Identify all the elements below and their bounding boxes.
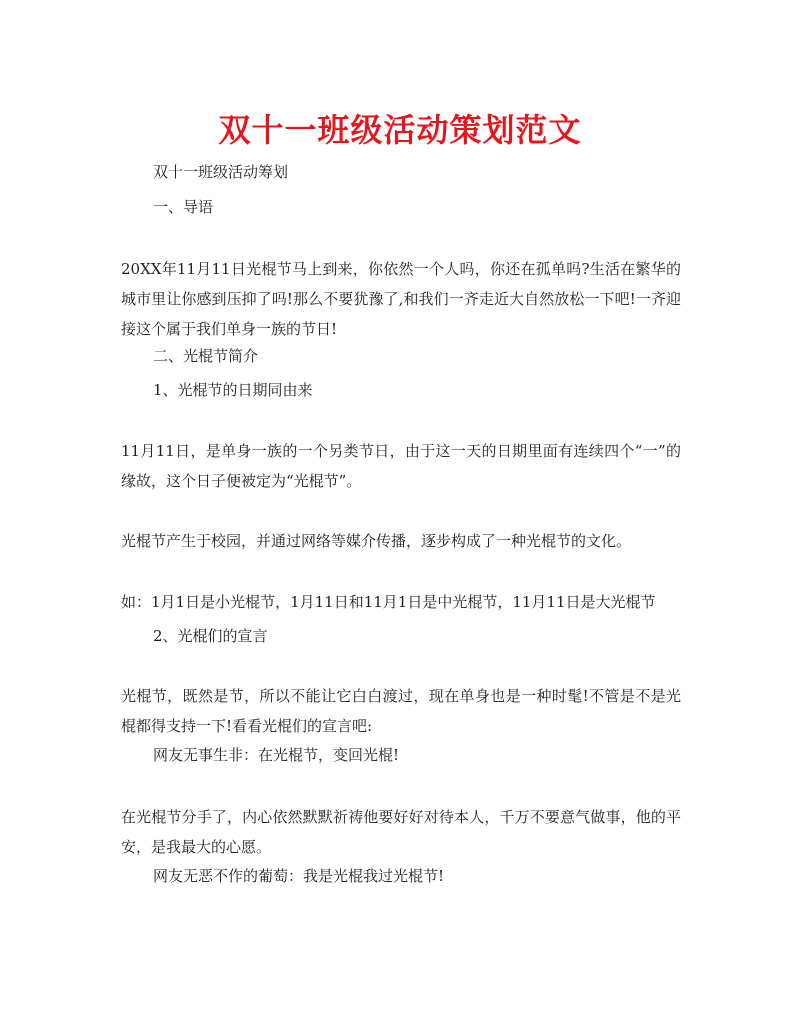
section-heading-overview: 二、光棍节简介 xyxy=(153,347,259,365)
document-title: 双十一班级活动策划范文 xyxy=(218,111,582,149)
intro-paragraph: 20XX年11月11日光棍节马上到来，你依然一个人吗，你还在孤单吗?生活在繁华的城市里让你感到压抑了吗!那么不要犹豫了,和我们一齐走近大自然放松一下吧!一齐迎接这个属于我们单身一族的节日! xyxy=(121,260,681,338)
subsection-heading-date-origin: 1、光棍节的日期同由来 xyxy=(153,381,313,399)
quote-line: 网友无恶不作的葡萄：我是光棍我过光棍节! xyxy=(153,867,445,885)
breakup-paragraph: 在光棍节分手了，内心依然默默祈祷他要好好对待本人，千万不要意气做事，他的平安，是我最大的心愿。 xyxy=(121,808,681,856)
date-paragraph: 11月11日，是单身一族的一个另类节日，由于这一天的日期里面有连续四个“一”的缘故，这个日子便被定为“光棍节”。 xyxy=(121,442,681,490)
subsection-heading-declaration: 2、光棍们的宣言 xyxy=(153,627,268,645)
example-line: 如：1月1日是小光棍节，1月11日和11月1日是中光棍节，11月11日是大光棍节 xyxy=(121,593,656,611)
origin-paragraph: 光棍节产生于校园，并通过网络等媒介传播，逐步构成了一种光棍节的文化。 xyxy=(121,532,632,550)
document-subtitle: 双十一班级活动筹划 xyxy=(153,163,289,181)
section-heading-intro: 一、导语 xyxy=(153,198,214,216)
quote-line: 网友无事生非：在光棍节，变回光棍! xyxy=(153,746,400,764)
declaration-paragraph: 光棍节，既然是节，所以不能让它白白渡过，现在单身也是一种时髦!不管是不是光棍都得支持一下!看看光棍们的宣言吧: xyxy=(121,687,681,735)
